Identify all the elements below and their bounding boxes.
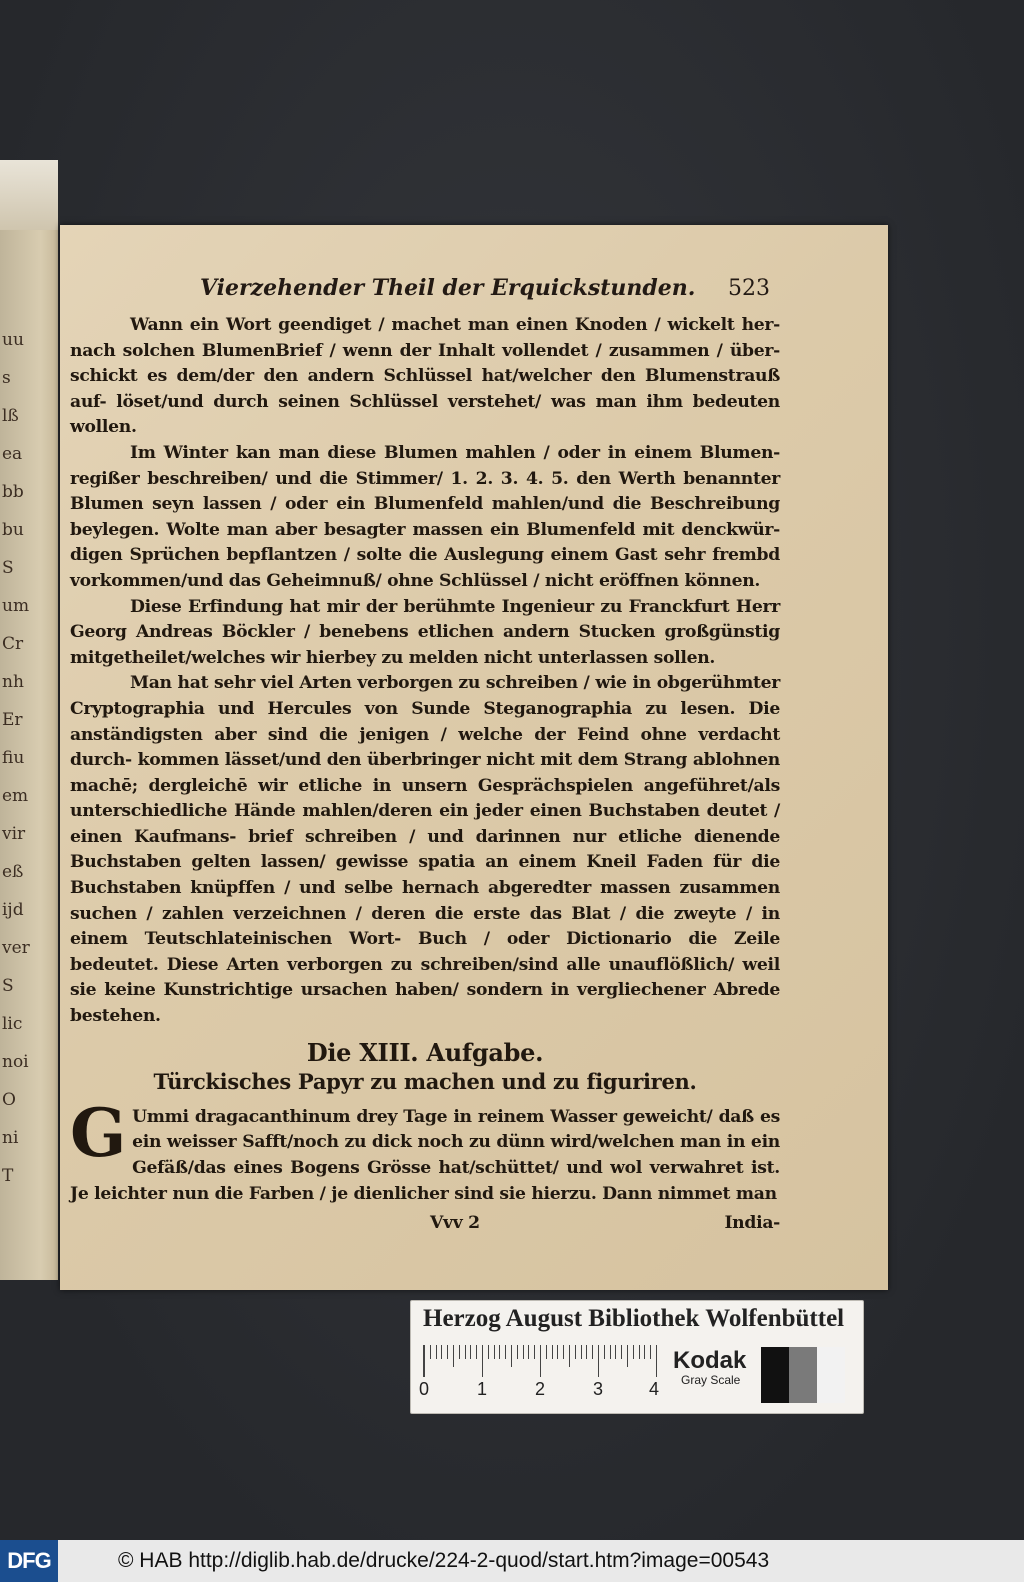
dfg-logo: DFG: [0, 1540, 58, 1582]
prev-page-fragment: fiu: [2, 748, 25, 768]
ruler-tick: [644, 1345, 645, 1359]
ruler-tick: [453, 1345, 454, 1367]
gray-swatch: [789, 1347, 817, 1403]
ruler-tick: [441, 1345, 442, 1359]
ruler-number: 3: [593, 1379, 604, 1399]
ruler-tick: [633, 1345, 634, 1359]
ruler-tick: [436, 1345, 437, 1359]
page-footer: [70, 1211, 780, 1237]
prev-page-fragment: bu: [2, 520, 24, 540]
prev-page-fragment: ni: [2, 1128, 19, 1148]
ruler-tick: [575, 1345, 576, 1359]
prev-page-fragment: Er: [2, 710, 23, 730]
ruler-tick: [517, 1345, 518, 1359]
footer-bar: [0, 1540, 1024, 1582]
prev-page-fragment: S: [2, 976, 14, 996]
color-calibration-card: [410, 1300, 864, 1414]
gray-scale-label: Gray Scale: [681, 1373, 741, 1387]
gray-swatches: [761, 1347, 845, 1403]
ruler-tick: [656, 1345, 657, 1377]
ruler-tick: [511, 1345, 512, 1367]
prev-page-fragment: s: [2, 368, 11, 388]
ruler-tick: [459, 1345, 460, 1359]
paragraph-text: Ummi dragacanthinum drey Tage in reinem Wasser geweicht/ daß es ein weisser Safft/noch zu dick noch zu dünn wird/welchen man in ein Gefäß/das eines Bogens Grösse hat/schüttet/ und wol verwahret ist. Je leichter nun die Farben / je dienlicher sind sie hierzu. Dann nimmet man: [70, 1106, 780, 1204]
gray-swatch: [817, 1347, 845, 1403]
ruler-tick: [447, 1345, 448, 1359]
page-number: 523: [728, 276, 770, 301]
copyright-text: © HAB http://diglib.hab.de/drucke/224-2-quod/start.htm?image=00543: [118, 1549, 770, 1572]
ruler-tick: [476, 1345, 477, 1359]
prev-page-fragment: ver: [2, 938, 30, 958]
page-body: [70, 313, 780, 1237]
ruler-number: 2: [535, 1379, 546, 1399]
prev-page-fragment: T: [2, 1166, 14, 1186]
section-subheading: Türckisches Papyr zu machen und zu figuriren.: [153, 1069, 697, 1095]
ruler-tick: [604, 1345, 605, 1359]
ruler-tick: [546, 1345, 547, 1359]
ruler-tick: [581, 1345, 582, 1359]
ruler-tick: [650, 1345, 651, 1359]
ruler-tick: [470, 1345, 471, 1359]
prev-page-fragment: ea: [2, 444, 23, 464]
ruler-tick: [505, 1345, 506, 1359]
ruler-tick: [528, 1345, 529, 1359]
ruler-tick: [563, 1345, 564, 1359]
ruler-tick: [615, 1345, 616, 1359]
ruler-number: 0: [419, 1379, 430, 1399]
ruler-tick: [557, 1345, 558, 1359]
prev-page-fragment: S: [2, 558, 14, 578]
ruler-tick: [621, 1345, 622, 1359]
drop-cap: G: [70, 1093, 127, 1172]
prev-page-fragment: bb: [2, 482, 24, 502]
prev-page-fragment: eß: [2, 862, 24, 882]
kodak-logo: Kodak: [673, 1347, 747, 1374]
ruler-tick: [494, 1345, 495, 1359]
prev-page-fragment: noi: [2, 1052, 29, 1072]
prev-page-fragment: ijd: [2, 900, 24, 920]
prev-page-fragment: vir: [2, 824, 26, 844]
prev-page-fragment: um: [2, 596, 30, 616]
paragraph: Diese Erfindung hat mir der berühmte Ingenieur zu Franckfurt Herr Georg Andreas Böckler / benebens etlichen andern Stucken großgünstig mitgetheilet/welches wir hierbey zu melden nicht unterlassen sollen.: [70, 596, 780, 668]
ruler-tick: [552, 1345, 553, 1359]
section-heading: Die XIII. Aufgabe.: [306, 1037, 544, 1067]
running-head-title: Vierzehender Theil der Erquickstunden.: [200, 275, 696, 301]
ruler-tick: [523, 1345, 524, 1359]
ruler-tick: [424, 1345, 425, 1377]
ruler-tick: [488, 1345, 489, 1359]
ruler-tick: [592, 1345, 593, 1359]
ruler-number: 1: [477, 1379, 488, 1399]
ruler: [423, 1345, 660, 1377]
ruler-tick: [586, 1345, 587, 1359]
paragraph: Wann ein Wort geendiget / machet man einen Knoden / wickelt her- nach solchen BlumenBrief / wenn der Inhalt vollendet / zusammen / über- schickt es dem/der den andern Schlüssel hat/welcher den Blumenstrauß auf- löset/und durch seinen Schlüssel verstehet/ was man ihm bedeuten wollen.: [70, 315, 780, 438]
paragraph: Im Winter kan man diese Blumen mahlen / oder in einem Blumen- regißer beschreiben/ und die Stimmer/ 1. 2. 3. 4. 5. den Werth benannter Blumen seyn lassen / oder ein Blumenfeld mahlen/und die Beschreibung beylegen. Wolte man aber besagter massen ein Blumenfeld mit denckwür- digen Sprüchen bepflantzen / solte die Auslegung einem Gast sehr frembd vorkommen/und das Geheimnuß/ ohne Schlüssel / nicht eröffnen können.: [70, 442, 780, 591]
ruler-tick: [482, 1345, 483, 1377]
paragraph: [70, 1093, 780, 1207]
ruler-tick: [499, 1345, 500, 1359]
ruler-tick: [639, 1345, 640, 1359]
prev-page-fragment: O: [2, 1090, 16, 1110]
gray-swatch: [761, 1347, 789, 1403]
ruler-tick: [598, 1345, 599, 1377]
prev-page-fragment: lic: [2, 1014, 23, 1034]
library-name: Herzog August Bibliothek Wolfenbüttel: [423, 1305, 845, 1332]
prev-page-fragment: em: [2, 786, 29, 806]
paragraph: Man hat sehr viel Arten verborgen zu schreiben / wie in obgerühmter Cryptographia und Hercules von Sunde Steganographia zu lesen. Die anständigsten aber sind die jenigen / welche der Feind ohne verdacht durch- kommen lässet/und den überbringer nicht mit dem Strang ablohnen machē; dergleichē wir etliche in unsern Gesprächspielen angeführet/als unterschiedliche Hände mahlen/deren ein jeder einen Buchstaben deutet / einen Kaufmans- brief schreiben / und darinnen nur etliche dienende Buchstaben gelten lassen/ gewisse spatia an einem Kneil Faden für die Buchstaben knüpffen / und selbe hernach abgeredter massen zusammen suchen / zahlen verzeichnen / deren die erste das Blat / die zweyte / in einem Teutschlateinischen Wort- Buch / oder Dictionario die Zeile bedeutet. Diese Arten verborgen zu schreiben/sind alle unauflößlich/ weil sie keine Kunstrichtige ursachen haben/ sondern in vergliechener Abrede bestehen.: [70, 673, 780, 1027]
catchword: India-: [724, 1213, 780, 1234]
ruler-tick: [627, 1345, 628, 1367]
ruler-tick: [430, 1345, 431, 1359]
prev-page-fragment: uu: [2, 330, 24, 350]
prev-page-fragment: Cr: [2, 634, 24, 654]
signature-mark: Vvv 2: [430, 1213, 480, 1234]
ruler-tick: [610, 1345, 611, 1359]
previous-page-paper: [0, 160, 58, 230]
previous-page-edge: [0, 160, 58, 1280]
ruler-numbers: [419, 1379, 669, 1403]
running-head: [200, 275, 770, 301]
ruler-tick: [534, 1345, 535, 1359]
book-page: [60, 225, 888, 1290]
ruler-tick: [540, 1345, 541, 1377]
ruler-tick: [465, 1345, 466, 1359]
ruler-tick: [569, 1345, 570, 1367]
ruler-number: 4: [649, 1379, 660, 1399]
prev-page-fragment: nh: [2, 672, 24, 692]
prev-page-fragment: lß: [2, 406, 19, 426]
